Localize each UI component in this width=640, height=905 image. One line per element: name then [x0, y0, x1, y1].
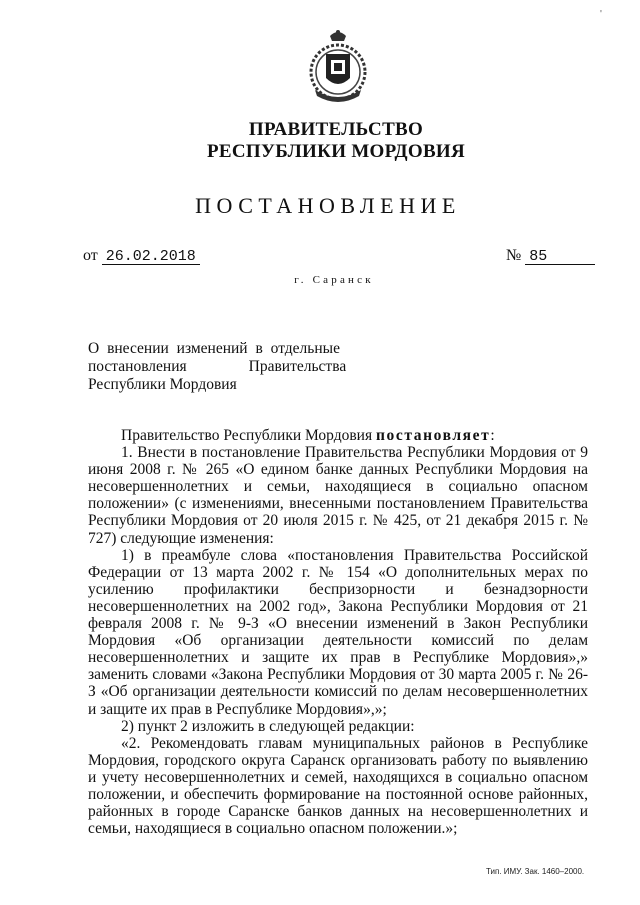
subject-line1: О внесении изменений в отдельные	[88, 340, 340, 357]
decree-number	[506, 247, 595, 265]
subject-line3: Республики Мордовия	[88, 376, 237, 393]
subject-line2	[88, 358, 347, 376]
intro-paragraph	[88, 427, 588, 444]
number-value: 85	[525, 249, 595, 265]
decree-body	[88, 427, 588, 837]
government-title-line2: РЕСПУБЛИКИ МОРДОВИЯ	[206, 141, 466, 162]
paragraph-1: 1. Внести в постановление Правительства Республики Мордовия от 9 июня 2008 г. № 265 «О едином банке данных Республики Мордовия на несовершеннолетних и семьи, находящиеся в социально опасном положении» (с изменениями, внесенными постановлением Правительства Республики Мордовия от 20 июля 2015 г. № 425, от 21 декабря 2015 г. № 727) следующие изменения:	[88, 444, 588, 547]
corner-mark: '	[600, 9, 602, 20]
paragraph-1-1: 1) в преамбуле слова «постановления Правительства Российской Федерации от 13 марта 2002 г. № 154 «О дополнительных мерах по усилению профилактики беспризорности и безнадзорности несовершеннолетних на 2002 год», Закона Республики Мордовия от 21 февраля 2008 г. № 9-З «О внесении изменений в Закон Республики Мордовия «Об организации деятельности комиссий по делам несовершеннолетних и защите их прав в Республике Мордовия»,» заменить словами «Закона Республики Мордовия от 30 марта 2005 г. № 26-З «Об организации деятельности комиссий по делам несовершеннолетних и защите их прав в Республике Мордовия»,»;	[88, 546, 588, 718]
paragraph-clause-2: «2. Рекомендовать главам муниципальных районов в Республике Мордовия, городского округа Саранск организовать работу по выявлению и учету несовершеннолетних и семей, находящихся в социально опасном положении, и обеспечить формирование на постоянной основе районных, районных в городе Саранске банков данных на несовершеннолетних и семьи, находящиеся в социально опасном положении.»;	[88, 734, 588, 838]
city-label: г. Саранск	[294, 274, 374, 286]
government-title-line1: ПРАВИТЕЛЬСТВО	[248, 119, 424, 140]
intro-keyword: постановляет	[375, 427, 491, 444]
intro-text: Правительство Республики Мордовия	[121, 427, 376, 444]
subject-line2a: постановления	[88, 358, 187, 375]
date-prefix: от	[83, 247, 98, 264]
paragraph-1-2: 2) пункт 2 изложить в следующей редакции:	[121, 717, 415, 735]
date-value: 26.02.2018	[102, 249, 200, 265]
decree-date	[83, 247, 200, 265]
decree-title: ПОСТАНОВЛЕНИЕ	[195, 193, 461, 218]
coat-of-arms-emblem	[303, 28, 373, 110]
number-prefix: №	[506, 247, 522, 264]
subject-line2b: Правительства	[248, 358, 347, 375]
decree-subject	[88, 340, 347, 394]
intro-colon: :	[490, 427, 495, 444]
print-mark: Тип. ИМУ. Зак. 1460–2000.	[486, 867, 585, 876]
